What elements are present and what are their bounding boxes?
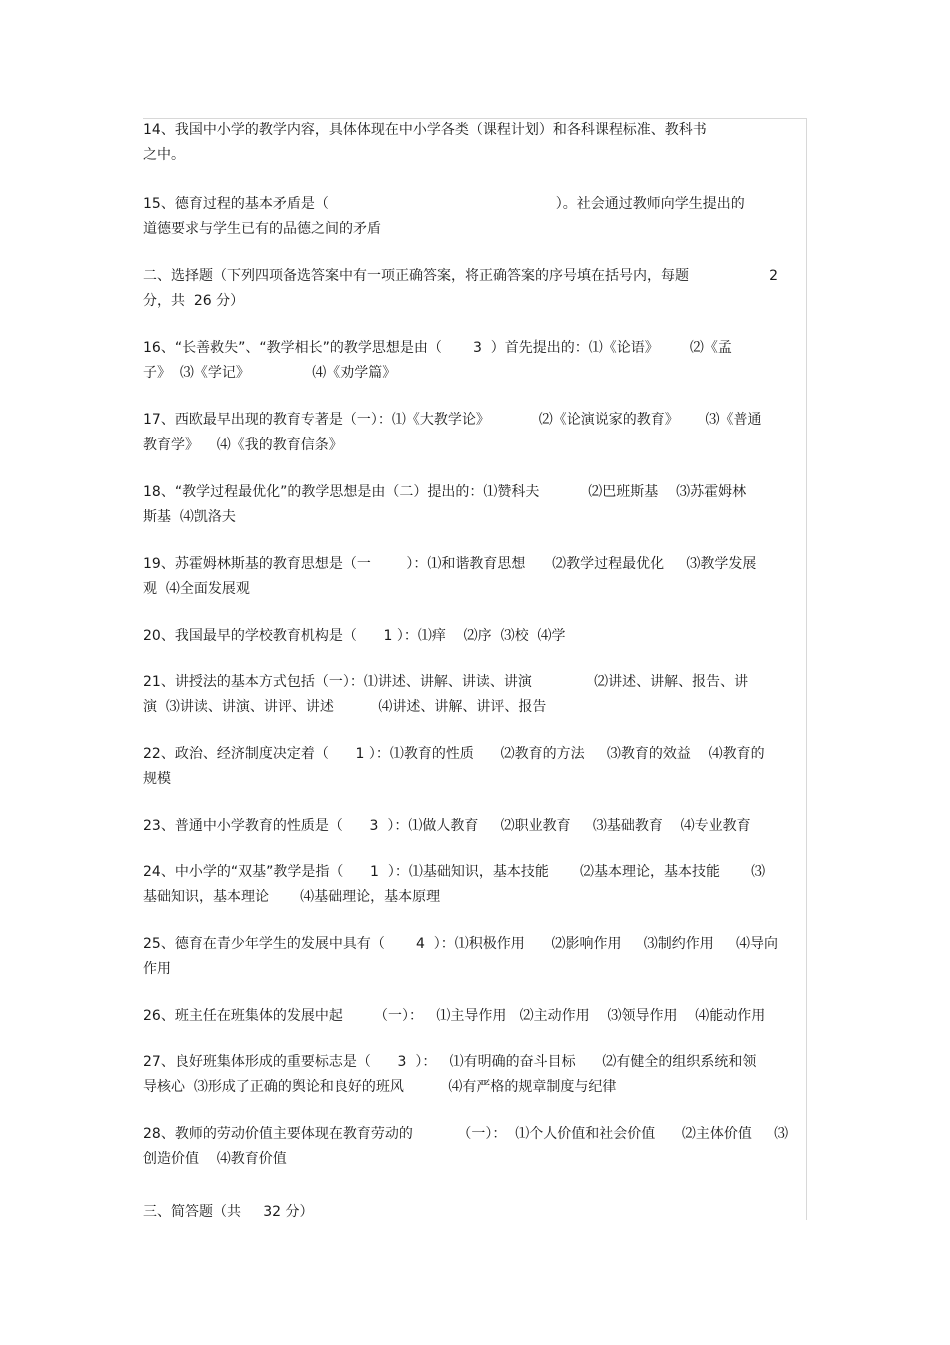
question-line: 子》 ⑶《学记》 ⑷《劝学篇》 [143, 365, 397, 381]
question-line: 27、良好班集体形成的重要标志是（ 3 ）： ⑴有明确的奋斗目标 ⑵有健全的组织系统和领 [143, 1054, 757, 1070]
question-item [143, 624, 565, 649]
question-line: 20、我国最早的学校教育机构是（ 1 ）：⑴痒 ⑵序 ⑶校 ⑷学 [143, 628, 566, 644]
question-item [143, 1050, 756, 1100]
question-line: 16、“长善救失”、“教学相长”的教学思想是由（ 3 ）首先提出的：⑴《论语》 ⑵《孟 [143, 340, 732, 356]
question-item [143, 192, 745, 242]
question-item [143, 742, 765, 792]
question-line: 斯基 ⑷凯洛夫 [143, 509, 236, 525]
question-item [143, 118, 707, 168]
question-line: 24、中小学的“双基”教学是指（ 1 ）：⑴基础知识，基本技能 ⑵基本理论，基本技能 ⑶ [143, 864, 766, 880]
question-line: 导核心 ⑶形成了正确的舆论和良好的班风 ⑷有严格的规章制度与纪律 [143, 1079, 617, 1095]
question-line: 基础知识，基本理论 ⑷基础理论，基本原理 [143, 889, 441, 905]
question-line: 21、讲授法的基本方式包括（一）：⑴讲述、讲解、讲读、讲演 ⑵讲述、讲解、报告、讲 [143, 674, 749, 690]
question-line: 观 ⑷全面发展观 [143, 581, 250, 597]
question-line: 19、苏霍姆林斯基的教育思想是（一 ）：⑴和谐教育思想 ⑵教学过程最优化 ⑶教学发展 [143, 556, 757, 572]
question-item [143, 264, 778, 314]
question-line: 演 ⑶讲读、讲演、讲评、讲述 ⑷讲述、讲解、讲评、报告 [143, 699, 547, 715]
question-item [143, 932, 778, 982]
question-line: 23、普通中小学教育的性质是（ 3 ）：⑴做人教育 ⑵职业教育 ⑶基础教育 ⑷专业教育 [143, 818, 751, 834]
question-line: 28、教师的劳动价值主要体现在教育劳动的 （一）： ⑴个人价值和社会价值 ⑵主体价值 ⑶ [143, 1126, 789, 1142]
question-item [143, 552, 756, 602]
question-item [143, 1122, 788, 1172]
question-line: 22、政治、经济制度决定着（ 1 ）：⑴教育的性质 ⑵教育的方法 ⑶教育的效益 ⑷教育的 [143, 746, 765, 762]
question-line: 创造价值 ⑷教育价值 [143, 1151, 287, 1167]
question-item [143, 480, 746, 530]
question-item [143, 1004, 765, 1029]
question-line: 18、“教学过程最优化”的教学思想是由（二）提出的：⑴赞科夫 ⑵巴班斯基 ⑶苏霍姆林 [143, 484, 747, 500]
question-line: 25、德育在青少年学生的发展中具有（ 4 ）：⑴积极作用 ⑵影响作用 ⑶制约作用 ⑷导向 [143, 936, 778, 952]
question-line: 26、班主任在班集体的发展中起 （一）： ⑴主导作用 ⑵主动作用 ⑶领导作用 ⑷能动作用 [143, 1008, 766, 1024]
question-line: 二、选择题（下列四项备选答案中有一项正确答案，将正确答案的序号填在括号内，每题 2 [143, 268, 779, 284]
question-line: 14、我国中小学的教学内容，具体体现在中小学各类（课程计划）和各科课程标准、教科书 [143, 122, 707, 138]
question-item [143, 814, 751, 839]
question-line: 17、西欧最早出现的教育专著是（一）：⑴《大教学论》 ⑵《论演说家的教育》 ⑶《普通 [143, 412, 762, 428]
question-line: 分，共 26 分） [143, 293, 245, 309]
question-item [143, 408, 761, 458]
question-line: 三、简答题（共 32 分） [143, 1204, 314, 1220]
question-line: 道德要求与学生已有的品德之间的矛盾 [143, 221, 381, 237]
question-item [143, 1200, 314, 1225]
question-line: 之中。 [143, 147, 185, 163]
question-line: 教育学》 ⑷《我的教育信条》 [143, 437, 343, 453]
question-line: 作用 [143, 961, 171, 977]
question-line: 15、德育过程的基本矛盾是（ ）。社会通过教师向学生提出的 [143, 196, 745, 212]
question-line: 规模 [143, 771, 171, 787]
question-item [143, 670, 748, 720]
question-item [143, 860, 765, 910]
question-item [143, 336, 732, 386]
